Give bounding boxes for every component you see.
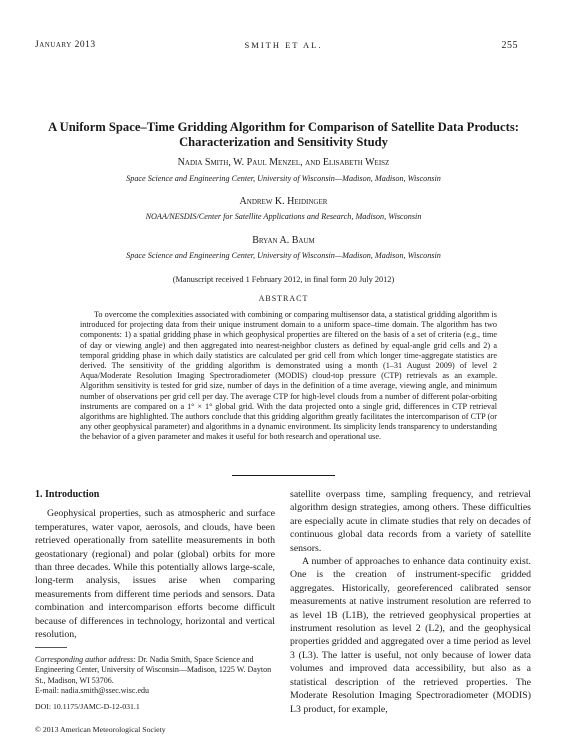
intro-paragraph-1-continued: satellite overpass time, sampling frequency, and retrieval algorithm design strategies, among others. These difficulties are especially acute in climate studies that rely on decades of continuous global data records from a variety of satellite sensors. <box>290 489 531 554</box>
footnote-lead: Corresponding author address: <box>35 655 136 664</box>
intro-paragraph-1: Geophysical properties, such as atmospheric and surface temperatures, water vapor, aerosols, and clouds, have been retrieved operationally from satellite measurements in both geostationary (regional) and polar (global) orbits for more than three decades. While this potentially allows large-scale, long-term analysis, issues arise when comparing measurements from different time periods and sensors. Data combination and intercomparison efforts become difficult because of differences in technology, horizontal and vertical resolution, <box>35 508 275 641</box>
affiliation-3: Space Science and Engineering Center, University of Wisconsin—Madison, Madison, Wisconsin <box>126 251 441 260</box>
running-header-authors: SMITH ET AL. <box>244 40 323 50</box>
title-line-2: Characterization and Sensitivity Study <box>179 135 388 149</box>
manuscript-received-note: (Manuscript received 1 February 2012, in final form 20 July 2012) <box>172 275 395 284</box>
page-number: 255 <box>501 40 518 51</box>
corresponding-author-footnote <box>35 655 275 697</box>
abstract-text: To overcome the complexities associated with combining or comparing multisensor data, a statistical gridding algorithm is introduced for projecting data from their unique instrument domain to a uniform space–time domain. The algorithm has two components: 1) a spatial gridding phase in which geophysical properties are filtered on the basis of a set of criteria (e.g., time of day or viewing angle) and then aggregated into nearest-neighbor clusters as defined by equal-angle grid cells and 2) a temporal gridding phase in which daily statistics are calculated per grid cell from which longer time-aggregate statistics are derived. The sensitivity of the gridding algorithm is demonstrated using a month (1–31 August 2009) of level 2 Aqua/Moderate Resolution Imaging Spectroradiometer (MODIS) cloud-top pressure (CTP) retrievals as an example. Algorithm sensitivity is tested for grid size, number of days in the definition of a time average, viewing angle, and minimum number of observations per grid cell per day. The average CTP for high-level clouds from a number of different polar-orbiting instruments are compared on a 1° × 1° global grid. With the data projected onto a single grid, differences in CTP retrieval algorithms are highlighted. The authors conclude that this gridding algorithm greatly facilitates the intercomparison of CTP (or any other geophysical parameter) and algorithms in a dynamic environment. Its simplicity lends transparency to understanding the behavior of a given parameter and makes it useful for both research and operational use. <box>80 310 497 442</box>
affiliation-2: NOAA/NESDIS/Center for Satellite Applications and Research, Madison, Wisconsin <box>145 212 422 221</box>
running-header-date: January 2013 <box>35 40 96 50</box>
footnote-text: Dr. Nadia Smith, Space Science and Engineering Center, University of Wisconsin—Madison, 1225 W. Dayton St., Madison, WI 53706. <box>35 655 272 685</box>
section-heading: 1. Introduction <box>35 489 100 500</box>
author-email: E-mail: nadia.smith@ssec.wisc.edu <box>35 686 150 696</box>
title-line-1: A Uniform Space–Time Gridding Algorithm for Comparison of Satellite Data Products: <box>48 120 519 134</box>
affiliation-1: Space Science and Engineering Center, University of Wisconsin—Madison, Madison, Wisconsin <box>126 174 441 183</box>
author-group-3: Bryan A. Baum <box>252 235 315 246</box>
abstract-heading: ABSTRACT <box>258 294 309 303</box>
article-title <box>30 120 537 150</box>
copyright-notice: © 2013 American Meteorological Society <box>35 725 166 734</box>
author-group-2: Andrew K. Heidinger <box>239 196 328 207</box>
intro-paragraph-2: A number of approaches to enhance data continuity exist. One is the creation of instrument-specific gridded aggregates. Historically, georeferenced calibrated sensor measurements at native instrument resolution are referred to as level 1B (L1B), the retrieved geophysical properties at instrument resolution as level 2 (L2), and the geophysical properties gridded and aggregated over a time period as level 3 (L3). The latter is useful, not only because of lower data volumes and improved data accessibility, but also as a statistical description of the retrieved properties. The Moderate Resolution Imaging Spectroradiometer (MODIS) L3 product, for example, <box>290 556 531 715</box>
author-group-1: Nadia Smith, W. Paul Menzel, and Elisabeth Weisz <box>177 157 390 168</box>
left-column <box>35 488 275 641</box>
section-divider <box>232 475 335 476</box>
right-column <box>290 488 531 716</box>
footnote-rule <box>35 647 67 648</box>
doi: DOI: 10.1175/JAMC-D-12-031.1 <box>35 702 140 711</box>
